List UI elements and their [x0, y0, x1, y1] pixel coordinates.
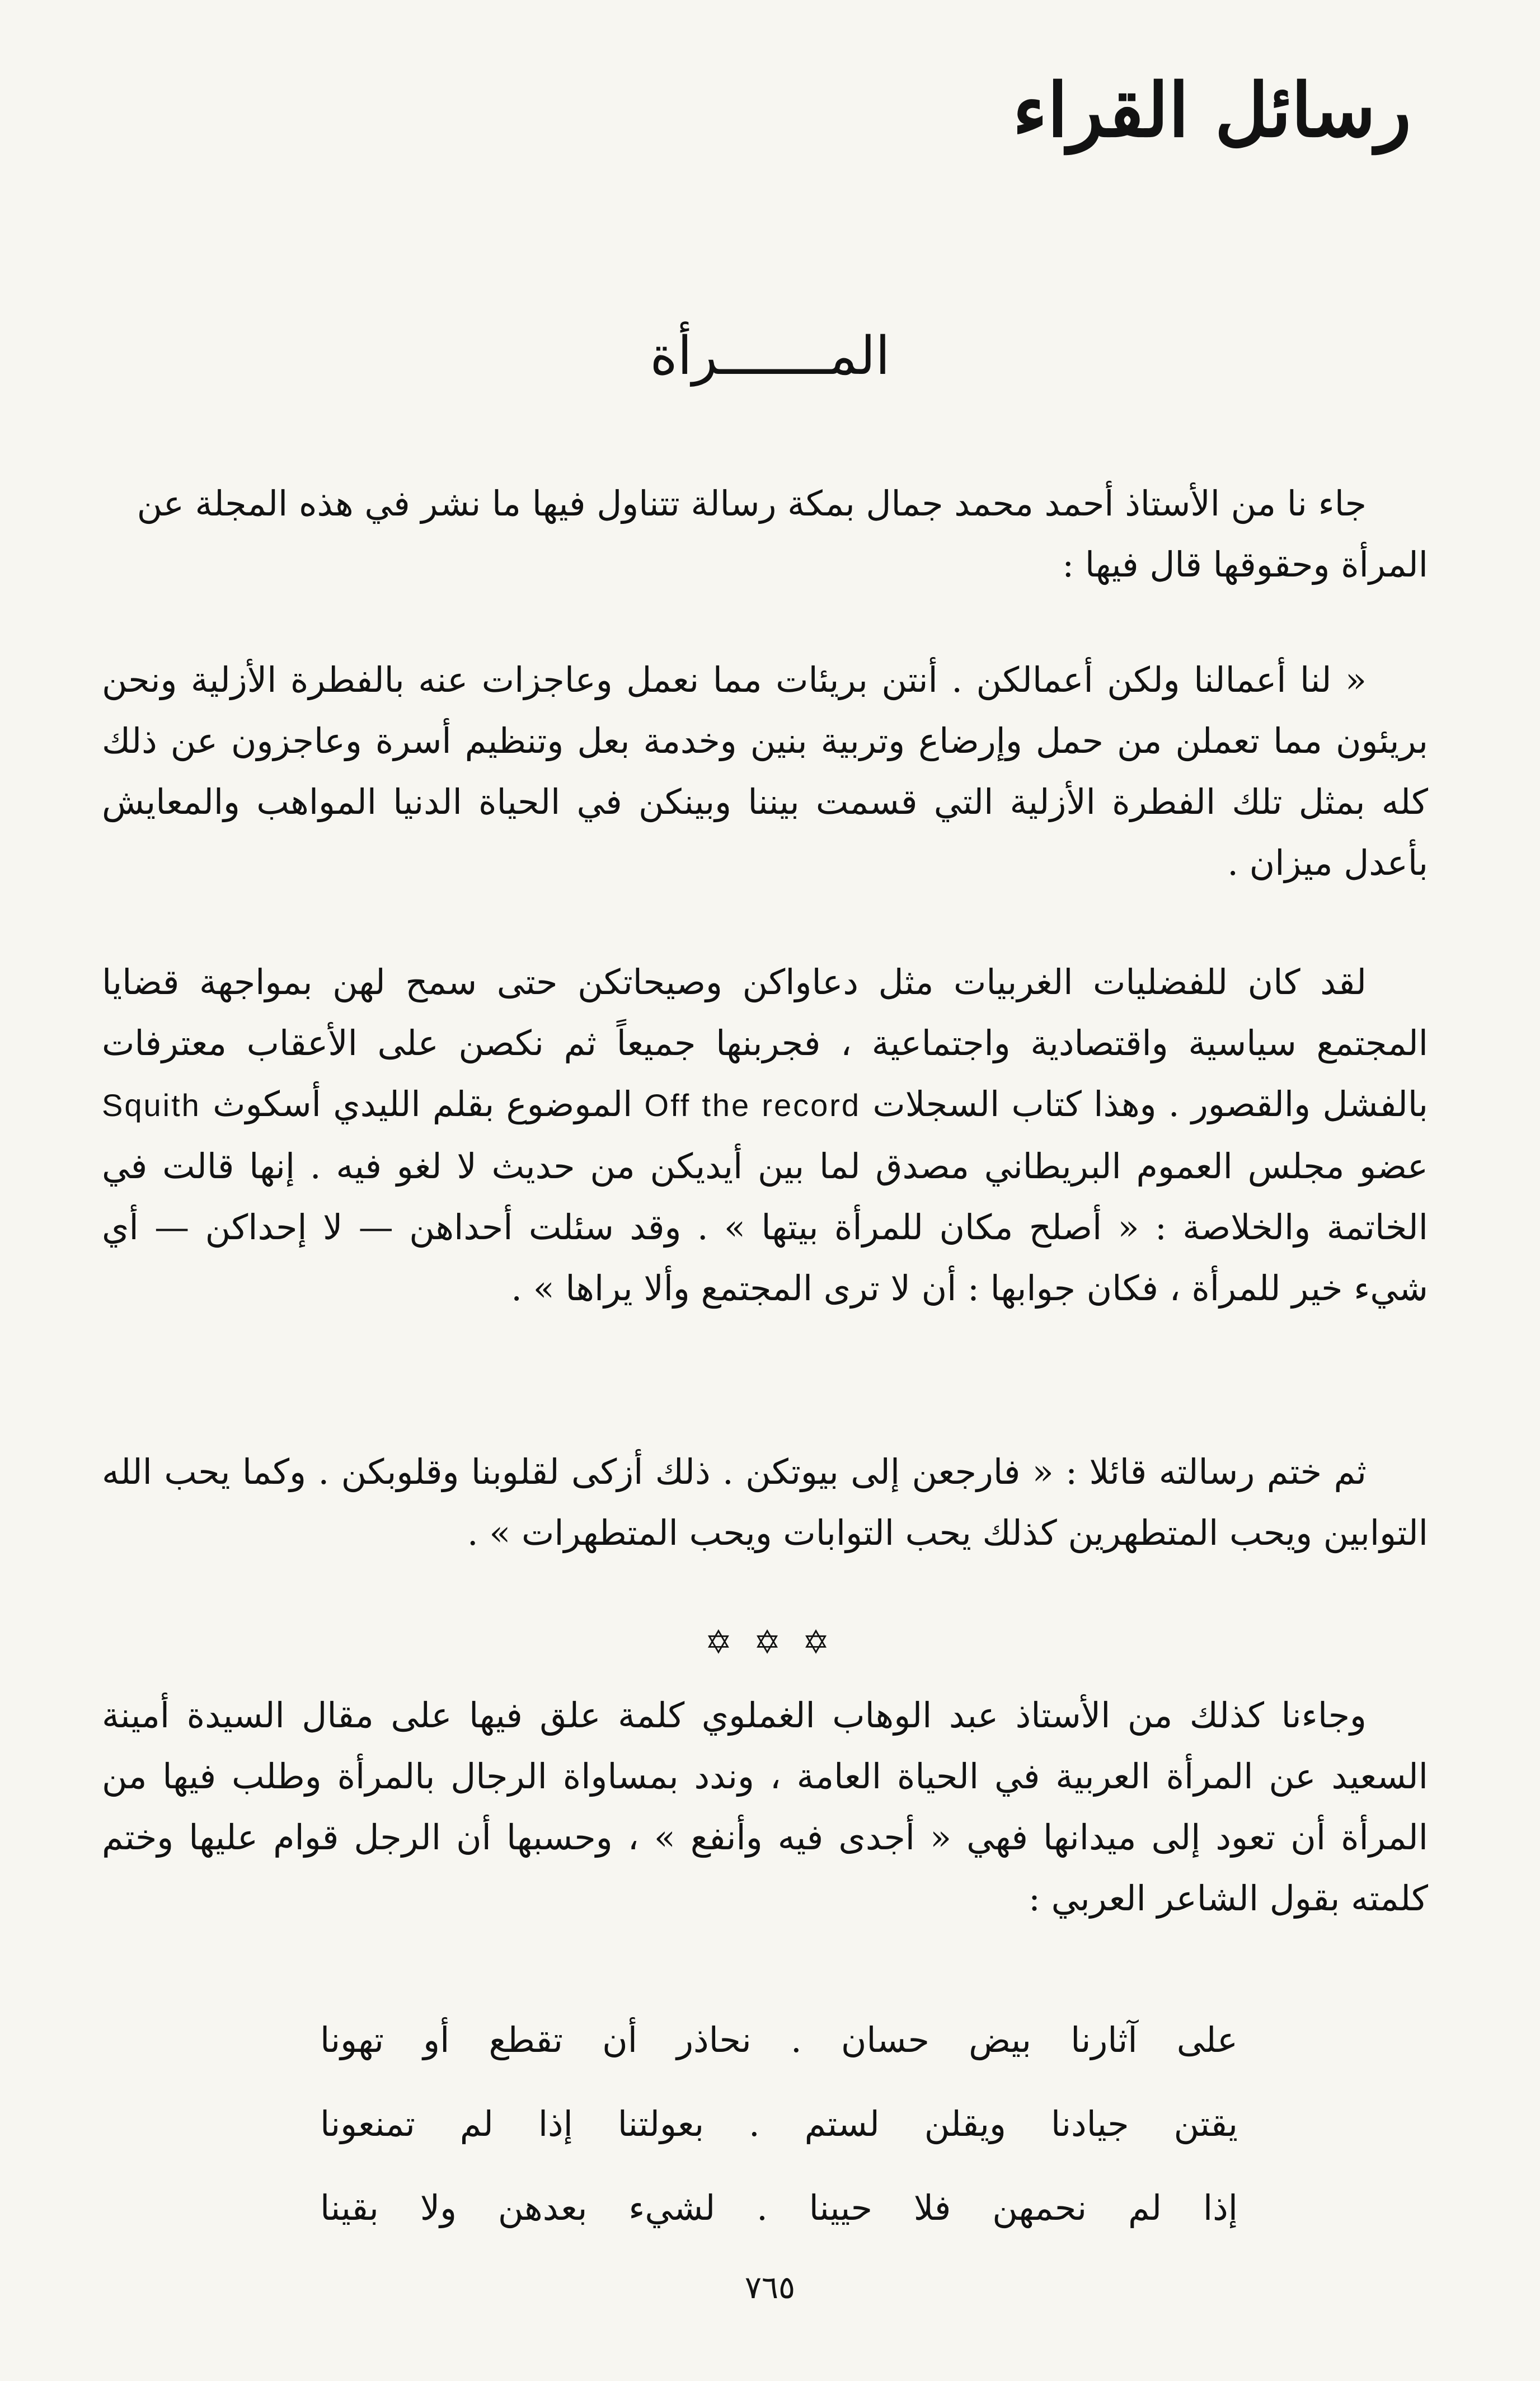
english-title-off-the-record: Off the record — [644, 1088, 861, 1123]
poem-line-2: يقتن جيادنا ويقلن لستم . بعولتنا إذا لم تمنعونا — [320, 2103, 1238, 2144]
section-header-title: رسائل القراء — [1012, 67, 1411, 154]
quote-paragraph-block — [102, 649, 1428, 893]
poem-line-1: على آثارنا بيض حسان . نحاذر أن تقطع أو تهونا — [320, 2019, 1238, 2060]
intro-line-1: جاء نا من الأستاذ أحمد محمد جمال بمكة رسالة تتناول فيها ما نشر في هذه المجلة عن — [137, 483, 1367, 524]
main-paragraph-part-c: عضو مجلس العموم البريطاني مصدق لما بين أيديكن من حديث لا لغو فيه . إنها قالت في الخاتمة والخلاصة : « أصلح مكان للمرأة بيتها » . وقد سئلت أحداهن — لا إحداكن — أي شيء خير للمرأة ، فكان جوابها : أن لا ترى المجتمع وألا يراها » . — [102, 1146, 1428, 1309]
closing-paragraph: ثم ختم رسالته قائلا : « فارجعن إلى بيوتكن . ذلك أزكى لقلوبنا وقلوبكن . وكما يحب الله التوابين ويحب المتطهرين كذلك يحب التوابات ويحب المتطهرات » . — [102, 1451, 1428, 1553]
quote-paragraph: « لنا أعمالنا ولكن أعمالكن . أنتن بريئات مما نعمل وعاجزات عنه بالفطرة الأزلية ونحن بريئون مما تعملن من حمل وإرضاع وتربية بنين وخدمة بعل وتنظيم أسرة وعاجزون عن ذلك كله بمثل تلك الفطرة الأزلية التي قسمت بيننا وبينكن في الحياة الدنيا المواهب والمعايش بأعدل ميزان . — [102, 659, 1429, 883]
intro-line-2: المرأة وحقوقها قال فيها : — [1062, 544, 1428, 585]
page-number: ٧٦٥ — [744, 2270, 796, 2306]
closing-paragraph-block — [102, 1441, 1428, 1563]
english-name-squith: Squith — [102, 1088, 201, 1123]
main-paragraph-part-b: الموضوع بقلم الليدي أسكوث — [213, 1084, 633, 1124]
star-separator: ✡ ✡ ✡ — [705, 1623, 835, 1661]
second-letter-paragraph: وجاءنا كذلك من الأستاذ عبد الوهاب الغملوي كلمة علق فيها على مقال السيدة أمينة السعيد عن المرأة العربية في الحياة العامة ، وندد بمساواة الرجال بالمرأة وطلب فيها من المرأة أن تعود إلى ميدانها فهي « أجدى فيه وأنفع » ، وحسبها أن الرجل قوام عليها وختم كلمته بقول الشاعر العربي : — [102, 1695, 1428, 1919]
article-title: المـــــــرأة — [650, 326, 890, 387]
intro-paragraph-block — [102, 473, 1428, 595]
poem-block — [320, 1998, 1238, 2250]
second-letter-block — [102, 1685, 1428, 1929]
main-paragraph — [102, 952, 1428, 1319]
poem-line-3: إذا لم نحمهن فلا حيينا . لشيء بعدهن ولا بقينا — [320, 2187, 1238, 2228]
main-paragraph-part-a: لقد كان للفضليات الغربيات مثل دعاواكن وصيحاتكن حتى سمح لهن بمواجهة قضايا المجتمع سياسية واقتصادية واجتماعية ، فجربنها جميعاً ثم نكصن على الأعقاب معترفات بالفشل والقصور . وهذا كتاب السجلات — [102, 962, 1429, 1124]
main-paragraph-block — [102, 952, 1428, 1319]
